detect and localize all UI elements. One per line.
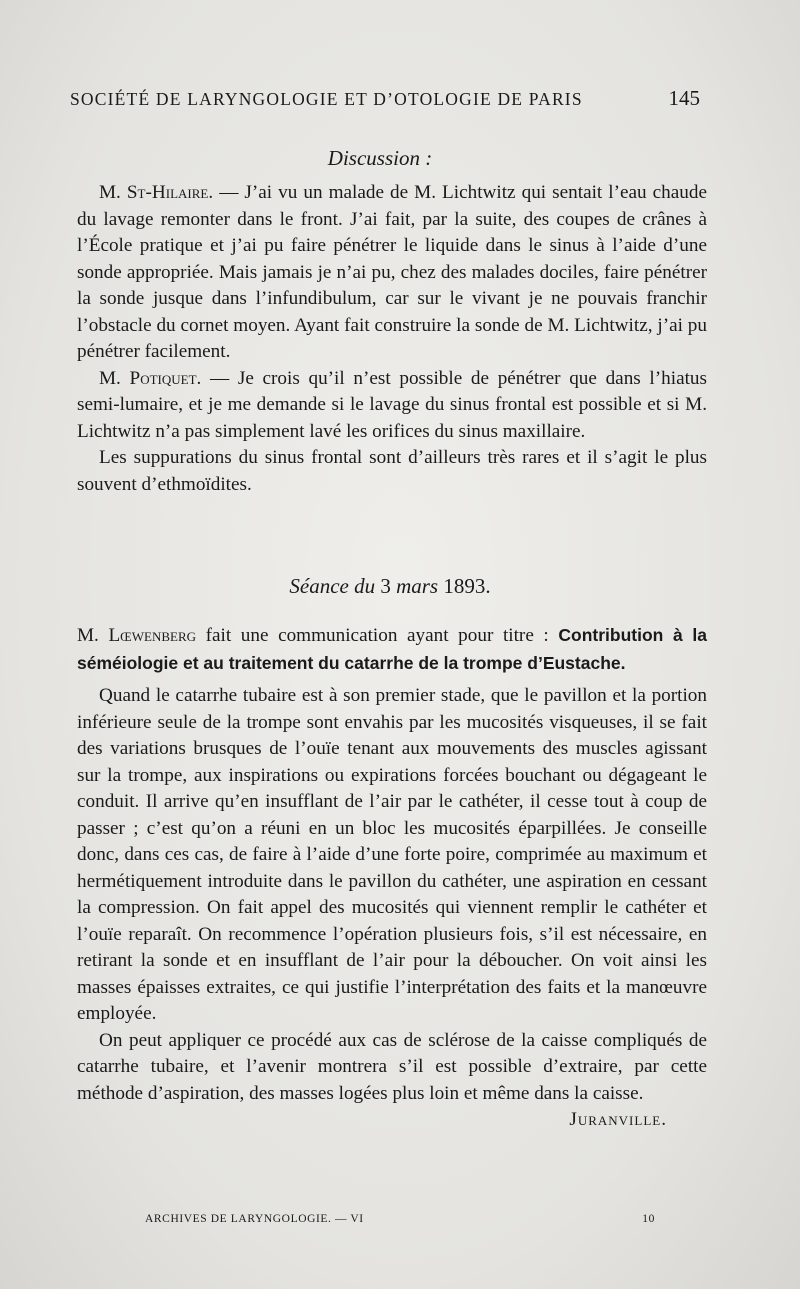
running-header <box>70 86 700 111</box>
author-signature: Juranville. <box>569 1109 667 1130</box>
discussion-heading: Discussion : <box>327 146 433 170</box>
seance-month: mars <box>396 574 439 598</box>
paragraph-text: On peut appliquer ce procédé aux cas de sclérose de la caisse compliqués de catarrhe tubaire, et l’avenir montrera s’il est possible d’extraire, par cette méthode d’aspiration, des masses logées plus loin et même dans la caisse. <box>77 1029 707 1104</box>
paragraph-text: — Je crois qu’il n’est possible de pénétrer que dans l’hiatus semi-lumaire, et je me demande si le lavage du sinus frontal est possible et si M. Lichtwitz n’a pas simplement lavé les orifices du sinus maxillaire. <box>77 367 707 442</box>
seance-year: 1893. <box>443 574 491 598</box>
signature-mark: 10 <box>642 1213 655 1225</box>
speaker-loewenberg: M. Lœwenberg <box>77 625 197 646</box>
paragraph-catarrhe: Quand le catarrhe tubaire est à son premier stade, que le pavillon et la portion inférieure seule de la trompe sont envahis par les mucosités visqueuses, il se fait des variations brusques de l’ouïe tenant aux mouvements des muscles agissant sur la trompe, aux inspirations ou expirations forcées bouchant ou dégageant le conduit. Il arrive qu’en insufflant de l’air par le cathéter, il cesse tout à coup de passer ; c’est qu’on a réuni en un bloc les mucosités éparpillées. Je conseille donc, dans ces cas, de faire à l’aide d’une forte poire, comprimée au maximum et hermétiquement introduite dans le pavillon du cathéter, une aspiration en cessant la compression. On fait appel des mucosités qui viennent remplir le cathéter et l’ouïe reparaît. On recommence l’opération plusieurs fois, s’il est nécessaire, en retirant la sonde et en insufflant de l’air pour la déboucher. On voit ainsi les masses épaisses extraites, ce qui justifie l’interprétation des faits et la manœuvre employée. <box>77 685 707 1024</box>
discussion-body <box>77 180 707 498</box>
seance-day: 3 <box>380 574 391 598</box>
paragraph-st-hilaire <box>77 180 707 366</box>
running-title: SOCIÉTÉ DE LARYNGOLOGIE ET D’OTOLOGIE DE PARIS <box>70 89 583 109</box>
paragraph-potiquet <box>77 366 707 446</box>
seance-prefix: Séance du <box>289 574 376 598</box>
speaker-st-hilaire: M. St-Hilaire. <box>99 182 214 203</box>
communication-body <box>77 622 707 1134</box>
page-footer <box>145 1213 655 1225</box>
communication-title: Contribution à la séméiologie et au traitement du catarrhe de la trompe d’Eustache. <box>77 625 707 673</box>
paragraph-suppurations: Les suppurations du sinus frontal sont d’ailleurs très rares et il s’agit le plus souvent d’ethmoïdites. <box>77 447 707 495</box>
page-number: 145 <box>668 86 700 110</box>
communication-intro <box>77 622 707 677</box>
speaker-potiquet: M. Potiquet. <box>99 367 202 389</box>
seance-heading <box>0 574 780 599</box>
intro-text: fait une communication ayant pour titre : <box>196 625 559 646</box>
paragraph-text: — J’ai vu un malade de M. Lichtwitz qui sentait l’eau chaude du lavage remonter dans le front. J’ai fait, par la suite, des coupes de crânes à l’École pratique et j’ai pu faire pénétrer le liquide dans le sinus à l’aide d’une sonde appropriée. Mais jamais je n’ai pu, chez des malades dociles, faire pénétrer la sonde jusque dans l’infundibulum, car sur le vivant je ne pouvais franchir l’obstacle du cornet moyen. Ayant fait construire la sonde de M. Lichtwitz, j’ai pu pénétrer facilement. <box>77 182 707 362</box>
paragraph-sclerose <box>77 1028 707 1130</box>
journal-footer: ARCHIVES DE LARYNGOLOGIE. — VI <box>145 1213 364 1225</box>
